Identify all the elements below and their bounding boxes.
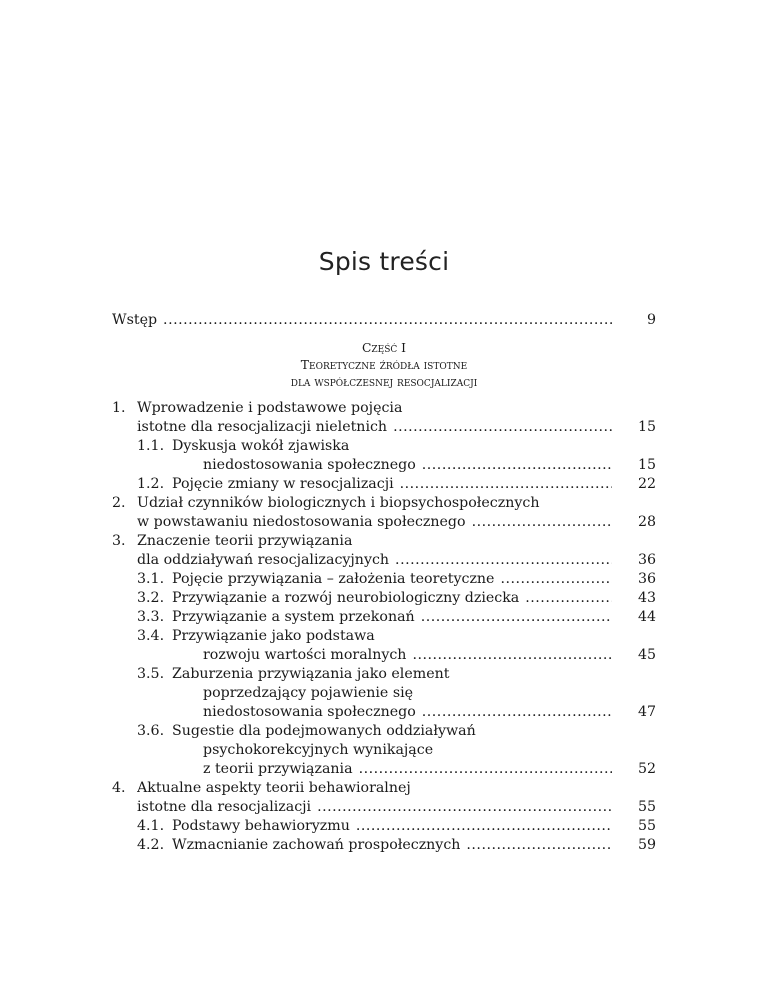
toc-entry-label: Przywiązanie jako podstawa	[172, 628, 375, 644]
toc-entry-number: 2.	[112, 495, 126, 511]
toc-entry	[112, 684, 656, 703]
part-title-line1: Teoretyczne źródła istotne	[300, 358, 468, 372]
toc-entry-number: 3.2.	[137, 590, 165, 606]
toc-entry-label: niedostosowania społecznego	[203, 704, 416, 720]
toc-page-number: 22	[637, 476, 656, 492]
toc-page-number: 55	[637, 799, 656, 815]
toc-entry-label: Aktualne aspekty teorii behawioralnej	[137, 780, 411, 796]
toc-entry	[112, 475, 656, 494]
toc-entry-number: 3.1.	[137, 571, 165, 587]
toc-entry-number: 3.	[112, 533, 126, 549]
toc-entry	[112, 779, 656, 798]
toc-entry-label: Pojęcie zmiany w resocjalizacji	[172, 476, 394, 492]
table-of-contents	[112, 311, 656, 855]
toc-entry	[112, 589, 656, 608]
toc-entry-number: 3.5.	[137, 666, 165, 682]
toc-entries	[112, 399, 656, 855]
toc-entry	[112, 513, 656, 532]
toc-page-number: 55	[637, 818, 656, 834]
toc-entry-label: Pojęcie przywiązania – założenia teoretyczne	[172, 571, 495, 587]
toc-entry-label: Zaburzenia przywiązania jako element	[172, 666, 450, 682]
toc-entry	[112, 741, 656, 760]
toc-entry-number: 3.6.	[137, 723, 165, 739]
toc-entry	[112, 760, 656, 779]
toc-entry-label: poprzedzający pojawienie się	[203, 685, 414, 701]
toc-page-number: 15	[637, 457, 656, 473]
page-title: Spis treści	[318, 246, 450, 276]
toc-entry	[112, 817, 656, 836]
toc-entry	[112, 798, 656, 817]
toc-entry	[112, 437, 656, 456]
toc-entry	[112, 703, 656, 722]
toc-page-number: 43	[637, 590, 656, 606]
toc-entry-number: 1.1.	[137, 438, 165, 454]
toc-entry-label: niedostosowania społecznego	[203, 457, 416, 473]
toc-entry-number: 3.4.	[137, 628, 165, 644]
toc-page-number: 9	[646, 312, 656, 328]
toc-entry-label: z teorii przywiązania	[203, 761, 353, 777]
toc-entry	[112, 494, 656, 513]
toc-page-number: 36	[637, 571, 656, 587]
toc-entry-label: Wzmacnianie zachowań prospołecznych	[172, 837, 461, 853]
toc-entry	[112, 418, 656, 437]
toc-page-number: 36	[637, 552, 656, 568]
toc-entry	[112, 399, 656, 418]
toc-entry	[112, 608, 656, 627]
toc-page-number: 44	[637, 609, 656, 625]
toc-page-number: 15	[637, 419, 656, 435]
toc-entry-label: Przywiązanie a rozwój neurobiologiczny dziecka	[172, 590, 520, 606]
toc-page-number: 45	[637, 647, 656, 663]
toc-entry-label: Podstawy behawioryzmu	[172, 818, 350, 834]
toc-entry-label: psychokorekcyjnych wynikające	[203, 742, 434, 758]
toc-entry-label: w powstawaniu niedostosowania społecznego	[137, 514, 466, 530]
toc-entry	[112, 627, 656, 646]
toc-page-number: 59	[637, 837, 656, 853]
toc-entry	[112, 836, 656, 855]
toc-page-number: 28	[637, 514, 656, 530]
toc-entry-label: Wprowadzenie i podstawowe pojęcia	[137, 400, 403, 416]
toc-entry	[112, 722, 656, 741]
toc-entry-label: Znaczenie teorii przywiązania	[137, 533, 353, 549]
toc-entry	[112, 456, 656, 475]
toc-entry-number: 3.3.	[137, 609, 165, 625]
toc-entry-label: istotne dla resocjalizacji nieletnich	[137, 419, 388, 435]
toc-entry-number: 4.	[112, 780, 126, 796]
toc-entry-number: 1.	[112, 400, 126, 416]
toc-entry	[112, 665, 656, 684]
toc-entry-intro	[112, 311, 656, 330]
part-title-line2: dla współczesnej resocjalizacji	[290, 375, 478, 389]
part-heading: Część I	[361, 341, 407, 355]
toc-entry	[112, 646, 656, 665]
toc-entry-label: Udział czynników biologicznych i biopsychospołecznych	[137, 495, 540, 511]
toc-entry	[112, 551, 656, 570]
toc-entry	[112, 570, 656, 589]
toc-entry-label: Sugestie dla podejmowanych oddziaływań	[172, 723, 476, 739]
toc-entry-label: Dyskusja wokół zjawiska	[172, 438, 350, 454]
toc-entry-label: Wstęp	[112, 312, 158, 328]
toc-entry-number: 4.1.	[137, 818, 165, 834]
toc-entry-label: rozwoju wartości moralnych	[203, 647, 407, 663]
toc-entry-label: Przywiązanie a system przekonań	[172, 609, 415, 625]
toc-entry	[112, 532, 656, 551]
toc-page-number: 47	[637, 704, 656, 720]
toc-entry-number: 1.2.	[137, 476, 165, 492]
toc-entry-label: dla oddziaływań resocjalizacyjnych	[137, 552, 390, 568]
toc-entry-number: 4.2.	[137, 837, 165, 853]
toc-page-number: 52	[637, 761, 656, 777]
toc-entry-label: istotne dla resocjalizacji	[137, 799, 312, 815]
